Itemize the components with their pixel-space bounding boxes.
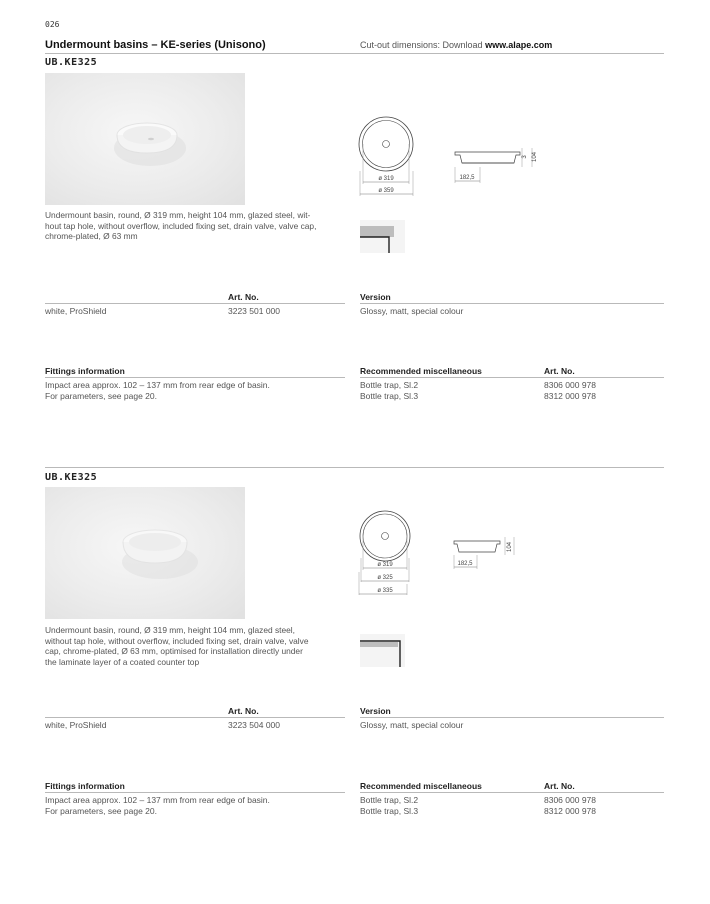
product-2-side-view-drawing xyxy=(450,535,540,575)
version-value: Glossy, matt, special colour xyxy=(360,720,464,730)
basin-photo-2 xyxy=(45,487,245,619)
description-line: chrome-plated, Ø 63 mm xyxy=(45,231,138,242)
dim-d3-label: ø 335 xyxy=(377,588,393,594)
misc-item-art: 8306 000 978 xyxy=(544,380,596,390)
art-no-header: Art. No. xyxy=(228,292,259,302)
misc-item-name: Bottle trap, Sl.2 xyxy=(360,795,419,805)
fittings-line: For parameters, see page 20. xyxy=(45,391,157,401)
dim-side-width-label: 182,5 xyxy=(457,561,473,567)
table-rule xyxy=(360,303,664,304)
misc-art-header: Art. No. xyxy=(544,366,575,376)
misc-art-list xyxy=(544,380,596,402)
dim-d2-label: ø 325 xyxy=(377,575,393,581)
dim-d1-label: ø 319 xyxy=(377,562,393,568)
misc-item-name: Bottle trap, Sl.3 xyxy=(360,391,419,401)
variant-name: white, ProShield xyxy=(45,306,107,316)
art-no-value: 3223 504 000 xyxy=(228,720,280,730)
version-header: Version xyxy=(360,706,391,716)
product-2-installation-drawing xyxy=(360,634,405,667)
basin-photo-1 xyxy=(45,73,245,205)
misc-item-art: 8306 000 978 xyxy=(544,795,596,805)
misc-list xyxy=(360,795,418,817)
fittings-header: Fittings information xyxy=(45,781,125,791)
cutout-note xyxy=(360,40,552,50)
cutout-link[interactable]: www.alape.com xyxy=(485,40,553,50)
fittings-header: Fittings information xyxy=(45,366,125,376)
misc-header: Recommended miscellaneous xyxy=(360,366,482,376)
dim-side-width-label: 182,5 xyxy=(459,175,475,181)
misc-art-list xyxy=(544,795,596,817)
description-line: the laminate layer of a coated counter top xyxy=(45,656,200,667)
description-line: without tap hole, without overflow, included fixing set, drain valve, valve xyxy=(45,635,309,646)
cutout-prefix: Cut-out dimensions: Download xyxy=(360,40,486,50)
header-rule xyxy=(45,53,664,54)
page-title: Undermount basins – KE-series (Unisono) xyxy=(45,39,266,51)
fittings-line: Impact area approx. 102 – 137 mm from rear edge of basin. xyxy=(45,795,270,805)
product-2-description xyxy=(45,625,355,667)
misc-item-art: 8312 000 978 xyxy=(544,391,596,401)
dim-d1-label: ø 319 xyxy=(378,176,394,182)
description-line: Undermount basin, round, Ø 319 mm, height 104 mm, glazed steel, xyxy=(45,625,295,635)
dim-side-thickness-label: 3 xyxy=(522,155,528,159)
fittings-text xyxy=(45,795,270,817)
fittings-line: For parameters, see page 20. xyxy=(45,806,157,816)
page-number: 026 xyxy=(45,20,60,29)
product-1-photo xyxy=(45,73,245,205)
product-1-installation-drawing xyxy=(360,220,405,253)
product-1-description xyxy=(45,210,355,242)
dim-d2-label: ø 359 xyxy=(378,188,394,194)
table-rule xyxy=(45,377,345,378)
table-rule xyxy=(360,717,664,718)
section-divider xyxy=(45,467,664,468)
fittings-line: Impact area approx. 102 – 137 mm from rear edge of basin. xyxy=(45,380,270,390)
table-rule xyxy=(45,792,345,793)
art-no-value: 3223 501 000 xyxy=(228,306,280,316)
table-rule xyxy=(360,792,664,793)
misc-item-name: Bottle trap, Sl.2 xyxy=(360,380,419,390)
product-1-side-view-drawing xyxy=(450,145,540,190)
product-2-model: UB.KE325 xyxy=(45,472,98,483)
version-value: Glossy, matt, special colour xyxy=(360,306,464,316)
table-rule xyxy=(45,303,345,304)
table-rule xyxy=(45,717,345,718)
misc-art-header: Art. No. xyxy=(544,781,575,791)
description-line: cap, chrome-plated, Ø 63 mm, optimised for installation directly under xyxy=(45,646,303,657)
description-line: hout tap hole, without overflow, included fixing set, drain valve, valve cap, xyxy=(45,220,317,231)
misc-header: Recommended miscellaneous xyxy=(360,781,482,791)
table-rule xyxy=(360,377,664,378)
art-no-header: Art. No. xyxy=(228,706,259,716)
misc-item-name: Bottle trap, Sl.3 xyxy=(360,806,419,816)
misc-list xyxy=(360,380,418,402)
dim-side-height-label: 104 xyxy=(507,541,513,553)
product-2-photo xyxy=(45,487,245,619)
variant-name: white, ProShield xyxy=(45,720,107,730)
product-1-model: UB.KE325 xyxy=(45,57,98,68)
misc-item-art: 8312 000 978 xyxy=(544,806,596,816)
version-header: Version xyxy=(360,292,391,302)
dim-side-height-label: 104 xyxy=(532,151,538,163)
description-line: Undermount basin, round, Ø 319 mm, height 104 mm, glazed steel, wit- xyxy=(45,210,311,220)
fittings-text xyxy=(45,380,270,402)
